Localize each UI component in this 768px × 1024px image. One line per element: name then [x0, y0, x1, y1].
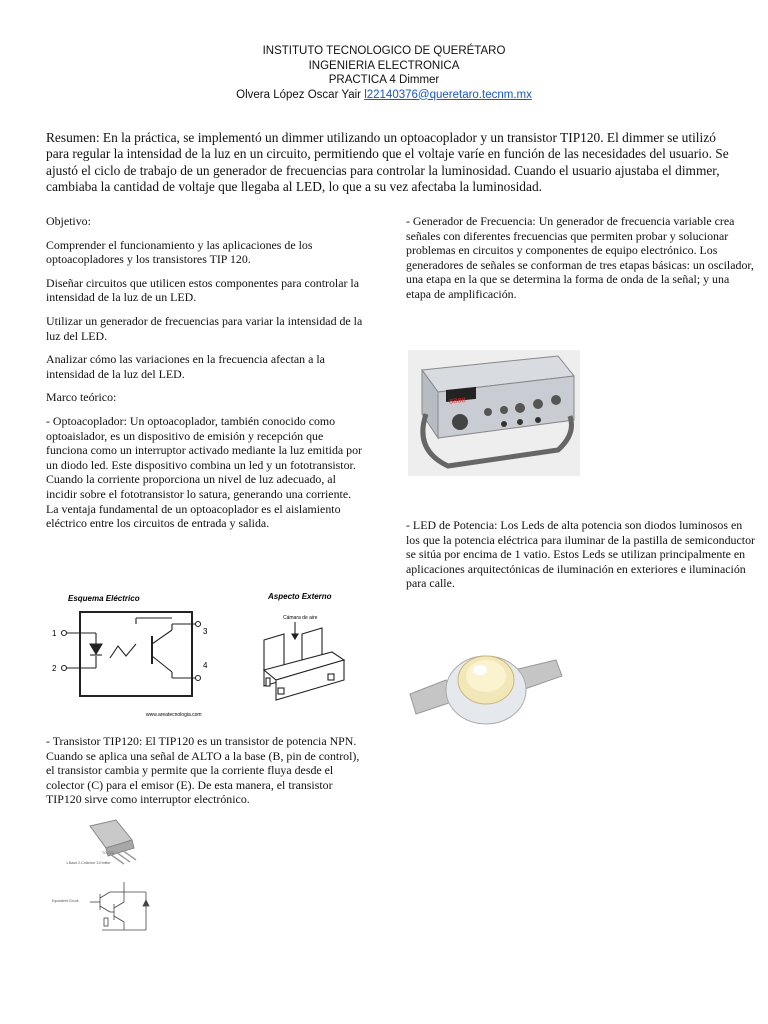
- optocoupler-schematic: [62, 612, 201, 696]
- right-column-lower: [406, 518, 756, 600]
- optocoupler-external-drawing: [264, 622, 344, 700]
- abstract-paragraph: Resumen: En la práctica, se implementó un dimmer utilizando un optoacoplador y un transistor TIP120. El dimmer se utilizó para regular la intensidad de la luz en un circuito, permitiendo que el voltaje varíe en función de las necesidades del usuario. Se ajustó el ciclo de trabajo de un generador de frecuencias para controlar la luminosidad. Cuando el usuario ajustaba el dimmer, cambiaba la cantidad de voltaje que llegaba al LED, lo que a su vez afectaba la luminosidad.: [46, 130, 729, 194]
- pin-2-label: 2: [52, 664, 57, 673]
- practice-title: PRACTICA 4 Dimmer: [328, 74, 440, 86]
- objective-item-2: Diseñar circuitos que utilicen estos componentes para controlar la intensidad de la luz de un LED.: [46, 275, 360, 305]
- author-email-link[interactable]: l22140376@queretaro.tecnm.mx: [364, 88, 532, 101]
- institute-name: INSTITUTO TECNOLOGICO DE QUERÉTARO: [262, 45, 506, 57]
- power-led-paragraph: - LED de Potencia: Los Leds de alta potencia son diodos luminosos en los que la potencia eléctrica para iluminar de la pastilla de semiconductor se sitúa por encima de 1 vatio. Estos Leds se utilizan principalmente en aplicaciones arquitectónicas de iluminación en exteriores e iluminación para calle.: [406, 518, 755, 591]
- author-line: [0, 88, 768, 103]
- schematic-label: Esquema Eléctrico: [68, 594, 140, 603]
- package-label: TO-220: [102, 851, 114, 855]
- power-led-image: [406, 630, 566, 730]
- objective-item-3: Utilizar un generador de frecuencias para variar la intensidad de la luz del LED.: [46, 313, 363, 343]
- tip120-package-drawing: [90, 820, 136, 864]
- department-name: INGENIERIA ELECTRONICA: [308, 59, 460, 72]
- optocoupler-paragraph: - Optoacoplador: Un optoacoplador, también conocido como optoaislador, es un dispositivo de emisión y recepción que funciona como un interruptor activado mediante la luz emitida por un diodo led. Este dispositivo combina un led y un fototransistor. Cuando la corriente proporciona un nivel de luz adecuado, al incidir sobre el fototransistor lo satura, generando una corriente. La ventaja fundamental de un optoacoplador es el aislamiento eléctrico entre los circuitos de entrada y salida.: [46, 413, 362, 531]
- svg-text:8888: 8888: [449, 396, 466, 407]
- left-column-upper: [46, 214, 364, 540]
- equivalent-circuit-label: Equivalent Circuit: [52, 899, 79, 903]
- author-name: Olvera López Oscar Yair: [236, 88, 365, 101]
- pinout-label: 1.Base 2.Collector 3.Emitter: [66, 861, 111, 865]
- source-url: www.areatecnologia.com: [146, 712, 202, 718]
- external-view-label: Aspecto Externo: [268, 592, 332, 601]
- equivalent-circuit: [90, 882, 149, 930]
- right-column-upper: [406, 214, 756, 311]
- pin-3-label: 3: [203, 627, 208, 636]
- pin-4-label: 4: [203, 661, 208, 670]
- objective-heading: Objetivo:: [46, 214, 91, 228]
- air-chamber-label: Cámara de aire: [283, 615, 318, 621]
- objective-item-1: Comprender el funcionamiento y las aplicaciones de los optoacopladores y los transistores TIP 120.: [46, 237, 313, 267]
- tip120-paragraph: - Transistor TIP120: El TIP120 es un transistor de potencia NPN. Cuando se aplica una señal de ALTO a la base (B, pin de control), el transistor cambia y permite que la corriente fluya desde el colector (C) para el emisor (E). De esta manera, el transistor TIP120 sirve como interruptor electrónico.: [46, 734, 360, 807]
- tip120-figure: [50, 818, 170, 948]
- frequency-generator-paragraph: - Generador de Frecuencia: Un generador de frecuencia variable crea señales con diferentes frecuencias que permiten probar y solucionar problemas en circuitos y componentes de equipo electrónico. Los generadores de señales se conforman de tres etapas básicas: un oscilador, una etapa en la que se determina la forma de onda de la señal; y una etapa de amplificación.: [406, 214, 754, 301]
- theory-heading: Marco teórico:: [46, 390, 117, 405]
- objective-item-4: Analizar cómo las variaciones en la frecuencia afectan a la intensidad de la luz del LED.: [46, 352, 325, 381]
- left-column-lower: [46, 734, 364, 816]
- document-header: [0, 44, 768, 102]
- pin-1-label: 1: [52, 629, 57, 638]
- function-generator-image: [408, 350, 580, 476]
- optocoupler-figure: [46, 588, 366, 724]
